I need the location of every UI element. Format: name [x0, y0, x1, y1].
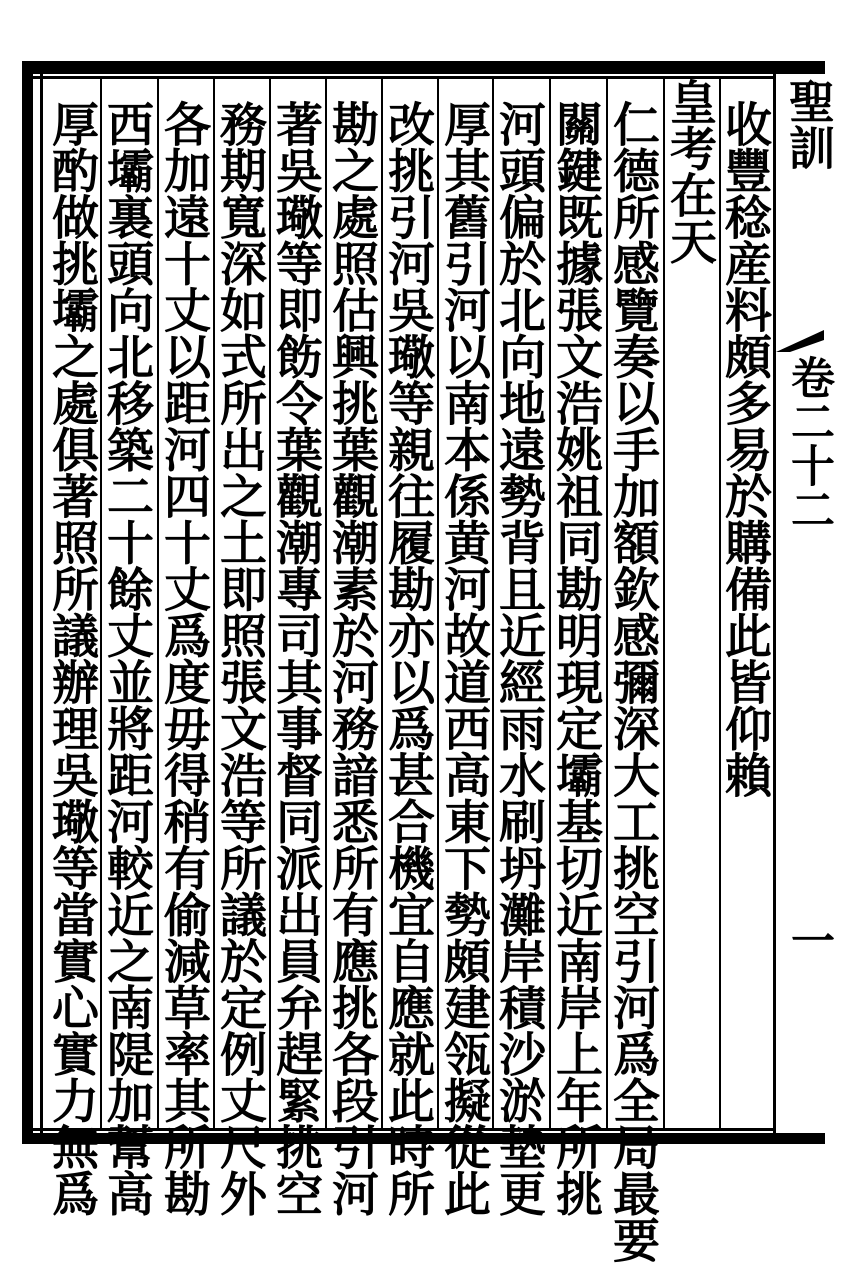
text-column: 厚酌做挑壩之處俱著照所議辦理吳璥等當實心實力無爲 [44, 100, 99, 1216]
text-column: 西壩裏頭向北移築二十餘丈並將距河較近之南隄加幫高 [99, 100, 154, 1216]
fishtail-mark-icon [776, 330, 824, 352]
margin-page-number: 一 [783, 918, 834, 962]
text-column: 各加遠十丈以距河四十丈爲度毋得稍有偷減草率其所勘 [156, 100, 211, 1216]
margin-divider-rule [773, 74, 776, 1133]
text-column: 關鍵既據張文浩姚祖同勘明現定壩基切近南岸上年所挑 [548, 100, 603, 1216]
text-column: 勘之處照估興挑葉觀潮素於河務諳悉所有應挑各段引河 [324, 100, 379, 1216]
text-column: 改挑引河吳璥等親往履勘亦以爲甚合機宜自應就此時所 [380, 100, 435, 1216]
margin-volume: 卷二十二 [783, 355, 834, 531]
text-column: 務期寬深如式所出之土即照張文浩等所議於定例丈尺外 [212, 100, 267, 1216]
margin-book-title: 聖訓 [782, 78, 836, 170]
frame-inner-left-rule [40, 74, 43, 1133]
text-column: 收豐稔産料頗多易於購備此皆仰賴 [717, 100, 772, 798]
text-column: 河頭偏於北向地遠勢背且近經雨水刷坍灘岸積沙淤墊更 [491, 100, 546, 1216]
text-column: 厚其舊引河以南本係黄河故道西高東下勢頗建瓴擬從此 [436, 100, 491, 1216]
frame-left-rule [22, 61, 33, 1144]
frame-top-rule [22, 61, 825, 74]
text-column: 皇考在天 [662, 78, 717, 264]
text-column: 著吳璥等即飭令葉觀潮專司其事督同派出員弁趕緊挑空 [268, 100, 323, 1216]
text-column: 仁德所感覽奏以手加額欽感彌深大工挑空引河爲全局最要 [605, 100, 660, 1263]
